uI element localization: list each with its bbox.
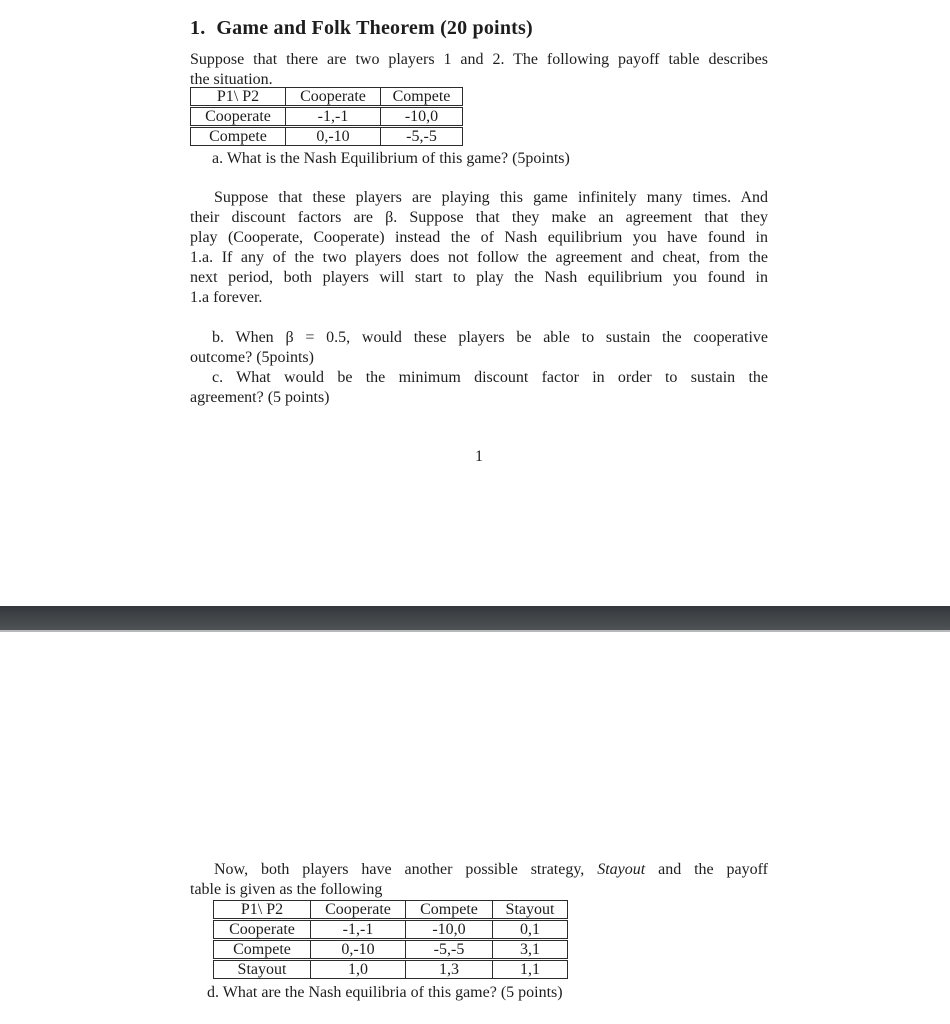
question-line: outcome? (5points)	[190, 349, 314, 366]
table-cell: Cooperate	[190, 107, 285, 126]
question-d	[190, 983, 768, 1003]
table-header-row	[190, 87, 463, 106]
paragraph-line: table is given as the following	[190, 881, 383, 898]
question-b	[190, 328, 768, 368]
section-title	[190, 14, 768, 42]
page-separator	[0, 606, 950, 632]
table-cell: Compete	[213, 940, 310, 959]
paragraph-line: their discount factors are β. Suppose that they make an agreement that they	[190, 209, 768, 226]
intro-paragraph	[190, 50, 768, 90]
table-row	[213, 920, 568, 939]
question-c	[190, 368, 768, 408]
table-cell: 0,-10	[285, 127, 380, 146]
body-paragraph	[190, 188, 768, 308]
table-cell: Cooperate	[213, 920, 310, 939]
table-row	[213, 960, 568, 979]
table-cell: 1,0	[310, 960, 405, 979]
table-cell: 1,1	[492, 960, 568, 979]
table-cell: 1,3	[405, 960, 492, 979]
paragraph-text: Now, both players have another possible strategy,	[214, 861, 598, 878]
table-cell: 0,1	[492, 920, 568, 939]
table-row	[190, 107, 463, 126]
stayout-italic: Stayout	[597, 861, 646, 878]
table-cell: Compete	[190, 127, 285, 146]
table-header-cell: Cooperate	[285, 87, 380, 106]
paragraph-line: Suppose that there are two players 1 and 2. The following payoff table describes	[190, 51, 768, 68]
paragraph-line: Suppose that these players are playing this game infinitely many times. And	[214, 189, 768, 206]
paragraph-line	[190, 860, 768, 880]
body-paragraph	[190, 860, 768, 900]
table-cell: -5,-5	[405, 940, 492, 959]
question-line: b. When β = 0.5, would these players be able to sustain the cooperative	[212, 329, 768, 346]
question-line: a. What is the Nash Equilibrium of this game? (5points)	[212, 150, 570, 167]
table-header-cell: Compete	[405, 900, 492, 919]
table-cell: 3,1	[492, 940, 568, 959]
question-line: d. What are the Nash equilibria of this game? (5 points)	[207, 984, 563, 1001]
table-header-cell: Cooperate	[310, 900, 405, 919]
question-line: c. What would be the minimum discount factor in order to sustain the	[212, 369, 768, 386]
table-header-cell: Stayout	[492, 900, 568, 919]
question-line: agreement? (5 points)	[190, 389, 330, 406]
payoff-table-1	[190, 86, 463, 147]
page-number-text: 1	[475, 448, 483, 465]
table-cell: 0,-10	[310, 940, 405, 959]
page-number	[190, 447, 768, 467]
table-cell: -1,-1	[310, 920, 405, 939]
table-header-cell: P1\ P2	[213, 900, 310, 919]
section-number: 1.	[190, 17, 206, 39]
paragraph-line: 1.a. If any of the two players does not follow the agreement and cheat, from the	[190, 249, 768, 266]
table-header-row	[213, 900, 568, 919]
paragraph-line: the situation.	[190, 71, 273, 88]
paragraph-text: and the payoff	[645, 861, 768, 878]
table-cell: -10,0	[405, 920, 492, 939]
section-title-text: Game and Folk Theorem (20 points)	[216, 17, 533, 39]
table-cell: Stayout	[213, 960, 310, 979]
table-row	[213, 940, 568, 959]
question-a	[190, 149, 768, 169]
table-header-cell: P1\ P2	[190, 87, 285, 106]
table-row	[190, 127, 463, 146]
table-header-cell: Compete	[380, 87, 463, 106]
paragraph-line: play (Cooperate, Cooperate) instead the of Nash equilibrium you have found in	[190, 229, 768, 246]
paragraph-line: next period, both players will start to play the Nash equilibrium you found in	[190, 269, 768, 286]
paragraph-line: 1.a forever.	[190, 289, 263, 306]
table-cell: -10,0	[380, 107, 463, 126]
payoff-table-2	[213, 899, 568, 980]
table-cell: -5,-5	[380, 127, 463, 146]
table-cell: -1,-1	[285, 107, 380, 126]
